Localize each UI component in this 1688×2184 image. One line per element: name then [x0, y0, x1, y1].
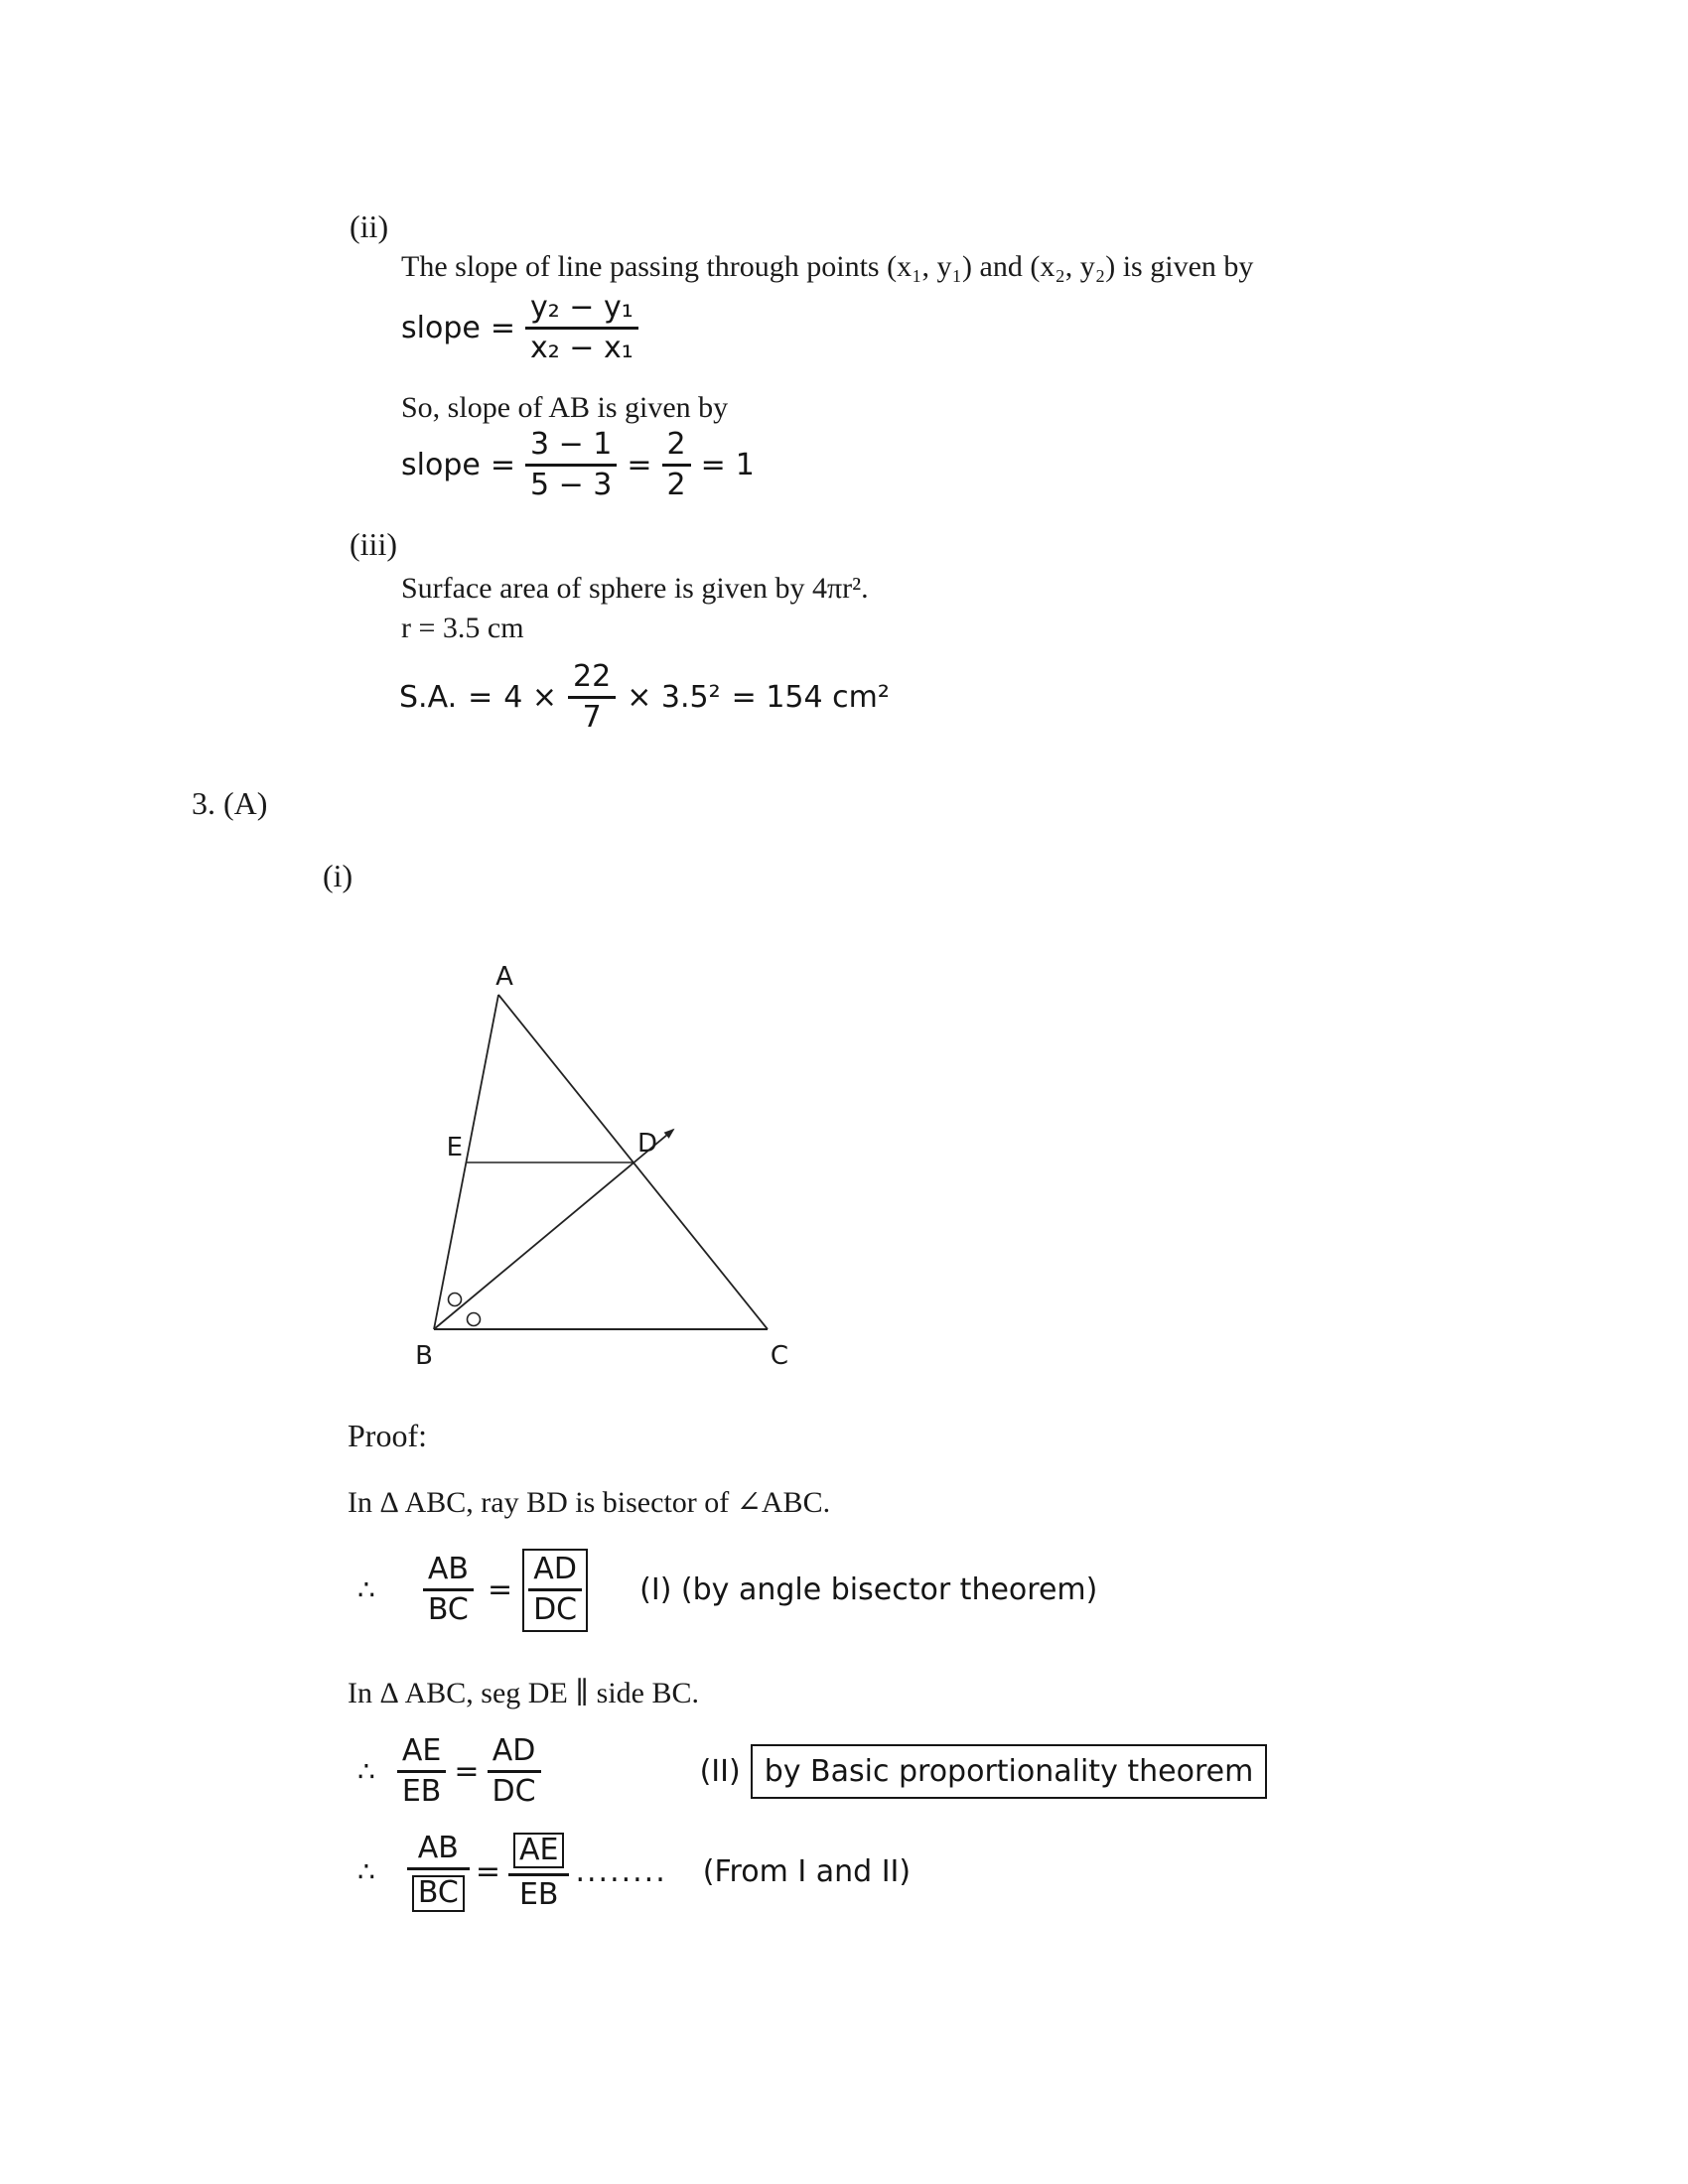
- fraction-ab-bc: [423, 1554, 474, 1627]
- fraction-bar: [525, 464, 617, 467]
- row1-note: (I) (by angle bisector theorem): [639, 1572, 1098, 1608]
- sa-eq: =: [468, 680, 493, 716]
- fraction-denominator: 7: [582, 700, 602, 736]
- therefore-symbol: ∴: [357, 1855, 375, 1889]
- question-3a-part-i: (i): [323, 858, 353, 893]
- fraction-ab-boxed-bc: [407, 1833, 470, 1912]
- question-3a-label: 3. (A): [192, 785, 268, 821]
- fraction-denominator: DC: [533, 1592, 578, 1628]
- fraction-denominator: EB: [518, 1877, 559, 1913]
- proof-statement-2: In Δ ABC, seg DE ∥ side BC.: [348, 1677, 699, 1709]
- fraction-bar: [528, 1588, 582, 1591]
- therefore-symbol: ∴: [357, 1573, 375, 1607]
- fraction-bar: [397, 1770, 447, 1773]
- triangle-diagram: [278, 923, 854, 1400]
- row3-note: (From I and II): [702, 1854, 912, 1890]
- slope-calc-eq3: =: [700, 448, 726, 483]
- ray-bd: [434, 1130, 673, 1329]
- fraction-numerator: AB: [427, 1552, 469, 1586]
- fraction-bar: [525, 327, 638, 330]
- vertex-label-b: B: [415, 1341, 433, 1371]
- fraction-numerator: 2: [666, 427, 686, 462]
- sa-term2: × 3.5²: [627, 680, 721, 716]
- equals-sign: =: [475, 1854, 500, 1890]
- sa-term1: 4 ×: [503, 680, 558, 716]
- equals-sign: =: [454, 1754, 480, 1790]
- fraction-bar: [568, 696, 616, 699]
- fraction-numerator: y₂ − y₁: [529, 290, 633, 325]
- fraction-numerator: AD: [533, 1552, 577, 1586]
- equals-sign: =: [487, 1572, 513, 1608]
- sa-result: = 154 cm²: [731, 680, 890, 716]
- point-label-e: E: [446, 1133, 463, 1162]
- fraction-bar: [662, 464, 691, 467]
- ellipsis-dots: ........: [575, 1854, 667, 1890]
- boxed-numerator: AE: [513, 1833, 564, 1868]
- slope-calc-result: 1: [735, 448, 755, 483]
- proof-row-2: [357, 1735, 1267, 1809]
- fraction-ad-dc: [488, 1735, 541, 1809]
- angle-mark-abd-icon: [449, 1294, 462, 1306]
- therefore-symbol: ∴: [357, 1755, 375, 1789]
- fraction-ae-eb: [397, 1735, 447, 1809]
- vertex-label-c: C: [770, 1341, 789, 1371]
- point-label-d: D: [636, 1129, 658, 1159]
- fraction-numerator: AE: [401, 1733, 442, 1768]
- boxed-theorem-note: by Basic proportionality theorem: [751, 1744, 1268, 1799]
- surface-area-calculation: [399, 661, 890, 735]
- slope-calc-lhs: slope: [401, 448, 481, 483]
- slope-calculation: [401, 429, 755, 502]
- fraction-bar: [423, 1588, 474, 1591]
- proof-title: Proof:: [348, 1418, 427, 1453]
- slope-calc-fraction2: [662, 429, 691, 502]
- fraction-denominator: BC: [427, 1592, 469, 1628]
- fraction-denominator: 2: [666, 468, 686, 503]
- section-iii-label: (iii): [350, 526, 397, 562]
- fraction-denominator: 5 − 3: [529, 468, 613, 503]
- row2-tag: (II): [699, 1754, 741, 1790]
- fraction-bar: [407, 1867, 470, 1870]
- boxed-denominator: BC: [412, 1875, 465, 1911]
- fraction-numerator: 3 − 1: [529, 427, 613, 462]
- slope-calc-eq1: =: [490, 448, 515, 483]
- angle-mark-dbc-icon: [468, 1313, 481, 1326]
- proof-statement-1: In Δ ABC, ray BD is bisector of ∠ABC.: [348, 1486, 831, 1519]
- fraction-denominator: x₂ − x₁: [529, 331, 633, 366]
- fraction-denominator: DC: [492, 1774, 536, 1810]
- slope-calc-eq2: =: [627, 448, 652, 483]
- fraction-numerator: 22: [573, 659, 612, 694]
- section-ii-intro: The slope of line passing through points (x₁, y₁) and (x₂, y₂) is given by: [401, 250, 1254, 283]
- slope-formula-lhs: slope: [401, 311, 481, 346]
- section-ii-line2: So, slope of AB is given by: [401, 391, 729, 424]
- boxed-fraction-ad-dc: [522, 1549, 588, 1632]
- vertex-label-a: A: [495, 962, 513, 992]
- section-ii-label: (ii): [350, 208, 389, 244]
- section-iii-line2: r = 3.5 cm: [401, 612, 524, 644]
- section-iii-line1: Surface area of sphere is given by 4πr².: [401, 572, 869, 605]
- sa-lhs: S.A.: [399, 680, 458, 716]
- slope-formula-fraction: [525, 292, 638, 365]
- slope-formula-eq: =: [490, 311, 515, 346]
- sa-fraction: [568, 661, 616, 735]
- fraction-denominator: EB: [401, 1774, 442, 1810]
- fraction-numerator: AB: [417, 1831, 459, 1865]
- proof-row-3: [357, 1833, 911, 1912]
- slope-calc-fraction1: [525, 429, 617, 502]
- fraction-numerator: AD: [492, 1733, 536, 1768]
- fraction-boxed-ae-eb: [508, 1833, 569, 1912]
- proof-row-1: [357, 1549, 1097, 1632]
- fraction-bar: [488, 1770, 541, 1773]
- fraction-bar: [508, 1873, 569, 1876]
- slope-formula: [401, 292, 638, 365]
